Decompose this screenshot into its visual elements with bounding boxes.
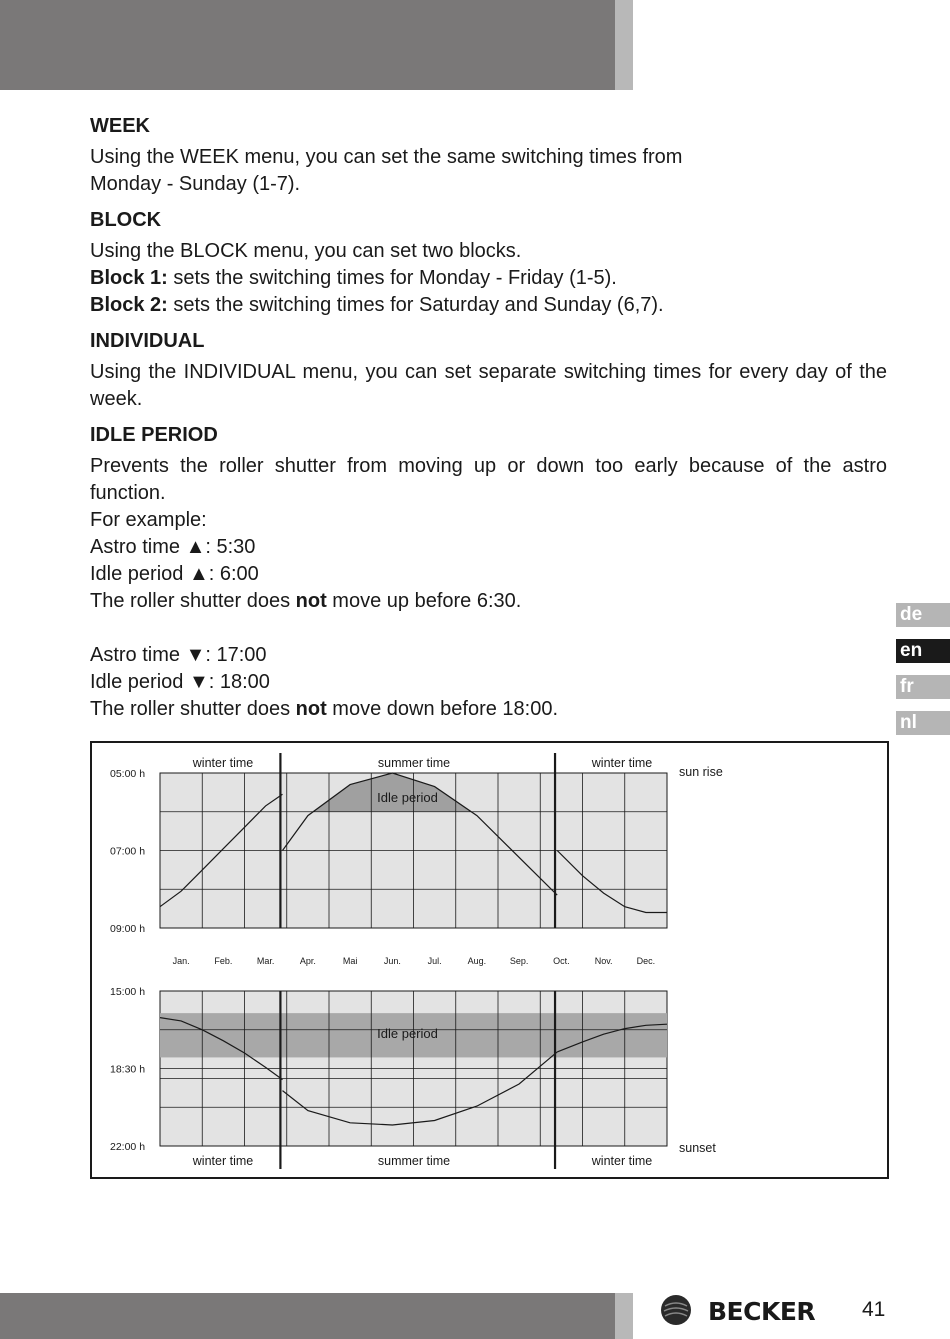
lang-tab-nl[interactable]: nl	[896, 711, 950, 735]
season-label: winter time	[591, 756, 653, 770]
week-text	[90, 144, 887, 198]
lang-tab-en[interactable]: en	[896, 639, 950, 663]
week-line-1: Using the WEEK menu, you can set the same switching times from	[90, 146, 683, 168]
month-label: Aug.	[467, 956, 487, 966]
becker-logo-icon	[660, 1294, 692, 1326]
y-tick-label: 05:00 h	[110, 768, 146, 780]
up-result-post: move up before 6:30.	[326, 590, 522, 612]
down-idle-label: Idle period	[90, 671, 189, 693]
astro-chart-svg	[92, 743, 887, 1177]
month-label: Sep.	[509, 956, 529, 966]
header-bar-edge	[615, 0, 633, 90]
down-result-line	[90, 696, 887, 723]
idle-description: Prevents the roller shutter from moving up or down too early because of the astro function.	[90, 455, 887, 504]
y-tick-label: 15:00 h	[110, 986, 146, 998]
down-arrow-icon: ▼	[185, 644, 206, 666]
up-astro-line	[90, 534, 887, 561]
month-label: Mai	[342, 956, 358, 966]
block-1-text: sets the switching times for Monday - Friday (1-5).	[167, 267, 617, 289]
up-result-line	[90, 588, 887, 615]
block-intro: Using the BLOCK menu, you can set two blocks.	[90, 240, 522, 262]
y-tick-label: 22:00 h	[110, 1141, 146, 1153]
individual-heading: INDIVIDUAL	[90, 330, 205, 352]
side-label: sunset	[679, 1141, 716, 1155]
month-label: Jun.	[383, 956, 401, 966]
month-label: Dec.	[636, 956, 656, 966]
week-line-2: Monday - Sunday (1-7).	[90, 173, 301, 195]
footer-bar-edge	[615, 1293, 633, 1339]
y-tick-label: 07:00 h	[110, 845, 146, 858]
down-result-bold: not	[295, 698, 327, 720]
season-label: winter time	[192, 1154, 254, 1168]
up-arrow-icon: ▲	[188, 563, 209, 585]
month-label: Oct.	[553, 956, 570, 966]
footer-bar	[0, 1293, 615, 1339]
block-1-label: Block 1:	[90, 267, 168, 289]
down-astro-line	[90, 642, 887, 669]
up-idle-label: Idle period	[90, 563, 189, 585]
idle-heading: IDLE PERIOD	[90, 424, 218, 446]
up-idle-value: : 6:00	[208, 563, 259, 585]
block-2-text: sets the switching times for Saturday and Sunday (6,7).	[167, 294, 664, 316]
month-label: Feb.	[214, 956, 233, 966]
y-tick-label: 09:00 h	[110, 923, 146, 935]
down-result-pre: The roller shutter does	[90, 698, 296, 720]
up-idle-line	[90, 561, 887, 588]
up-arrow-icon: ▲	[185, 536, 206, 558]
y-tick-label: 18:30 h	[110, 1063, 146, 1076]
month-label: Mar.	[256, 956, 275, 966]
month-label: Jan.	[172, 956, 190, 966]
block-2-label: Block 2:	[90, 294, 168, 316]
down-astro-value: : 17:00	[205, 644, 267, 666]
individual-text: Using the INDIVIDUAL menu, you can set separate switching times for every day of the week.	[90, 361, 887, 410]
block-2-line	[90, 292, 887, 319]
language-tabs	[896, 603, 950, 747]
idle-period-label: Idle period	[377, 790, 438, 805]
header-bar	[0, 0, 615, 90]
month-label: Nov.	[594, 956, 613, 966]
down-idle-value: : 18:00	[208, 671, 270, 693]
down-result-post: move down before 18:00.	[326, 698, 559, 720]
idle-period-label: Idle period	[377, 1026, 438, 1041]
season-label: summer time	[377, 756, 451, 770]
astro-chart	[90, 741, 889, 1179]
footer-brand: BECKER	[708, 1297, 816, 1326]
up-astro-label: Astro time	[90, 536, 186, 558]
up-result-pre: The roller shutter does	[90, 590, 296, 612]
month-label: Jul.	[427, 956, 442, 966]
lang-tab-de[interactable]: de	[896, 603, 950, 627]
page-number: 41	[862, 1298, 886, 1321]
season-label: winter time	[591, 1154, 653, 1168]
paragraph-gap	[90, 615, 887, 642]
for-example: For example:	[90, 509, 207, 531]
month-label: Apr.	[299, 956, 316, 966]
side-label: sun rise	[679, 765, 723, 779]
season-label: summer time	[377, 1154, 451, 1168]
block-heading: BLOCK	[90, 209, 162, 231]
lang-tab-fr[interactable]: fr	[896, 675, 950, 699]
week-heading: WEEK	[90, 115, 150, 137]
block-text	[90, 238, 887, 319]
up-astro-value: : 5:30	[205, 536, 256, 558]
idle-text	[90, 453, 887, 723]
down-arrow-icon: ▼	[188, 671, 209, 693]
down-astro-label: Astro time	[90, 644, 186, 666]
down-idle-line	[90, 669, 887, 696]
block-1-line	[90, 265, 887, 292]
up-result-bold: not	[295, 590, 327, 612]
season-label: winter time	[192, 756, 254, 770]
document-body	[90, 113, 887, 732]
